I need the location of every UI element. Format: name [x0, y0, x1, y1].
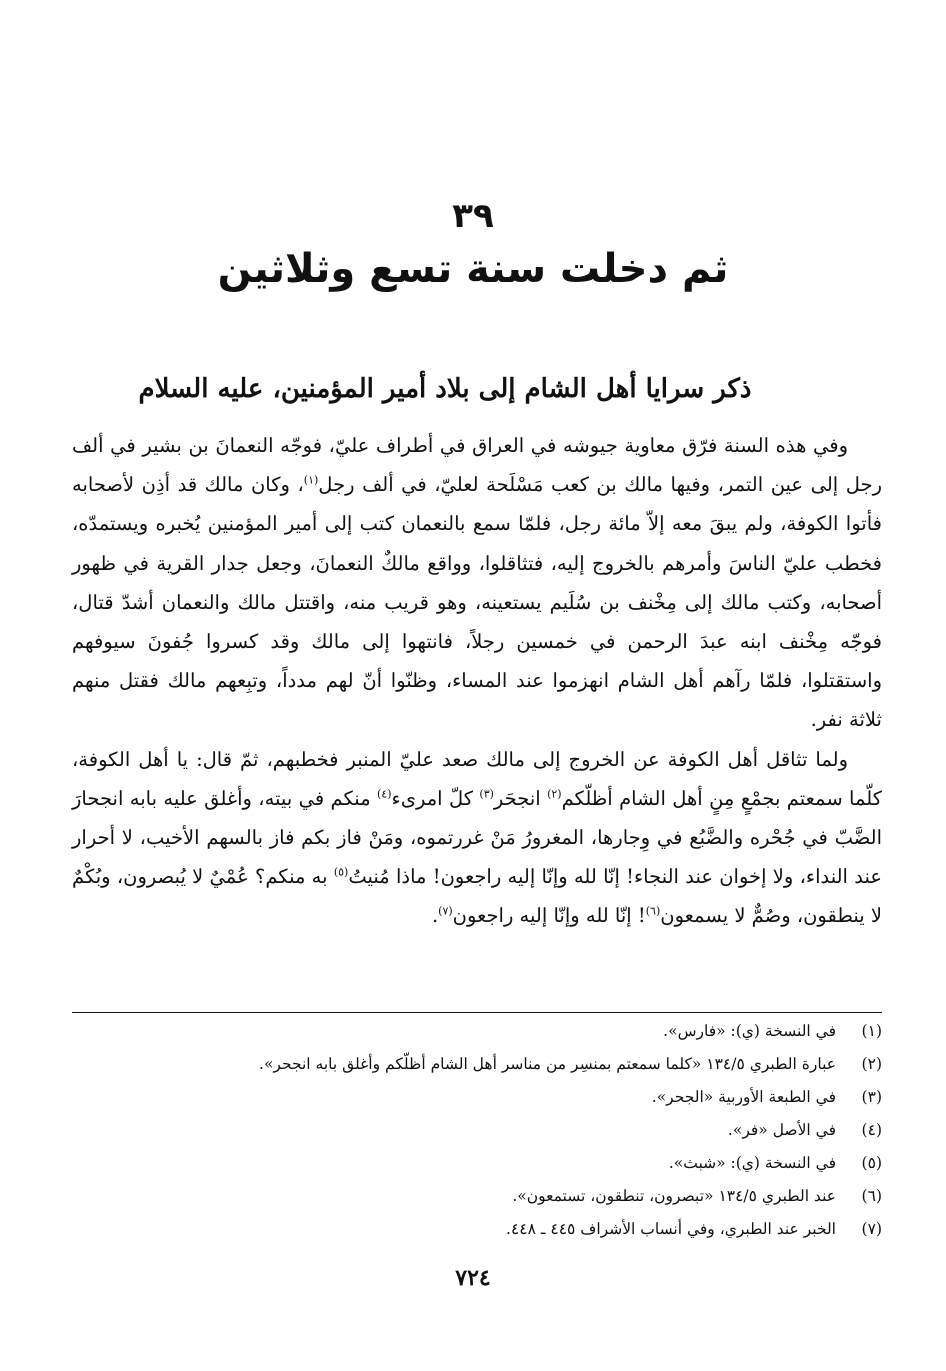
footnote-text: الخبر عند الطبري، وفي أنساب الأشراف ٤٤٥ ـ ٤٤٨.: [506, 1220, 836, 1238]
footnote-mark: (١): [861, 1022, 882, 1040]
footnote-ref[interactable]: (٦): [645, 904, 661, 918]
footnote-divider: [72, 1012, 882, 1013]
footnote-ref[interactable]: (٧): [438, 904, 453, 918]
footnote-item: [72, 1180, 882, 1213]
footnote-ref[interactable]: (١): [303, 473, 319, 487]
chapter-title: ثم دخلت سنة تسع وثلاثين: [217, 246, 729, 292]
footnote-mark: (٥): [861, 1154, 882, 1172]
footnote-text: في النسخة (ي): «شبث».: [668, 1154, 836, 1172]
footnote-ref[interactable]: (٣): [479, 787, 494, 801]
footnote-item: [72, 1114, 882, 1147]
footnote-mark: (٦): [861, 1187, 882, 1205]
footnote-item: [72, 1147, 882, 1180]
footnote-text: عند الطبري ١٣٤/٥ «تبصرون، تنطقون، تستمعون».: [512, 1187, 836, 1205]
footnote-item: [72, 1048, 882, 1081]
footnote-mark: (٢): [861, 1055, 882, 1073]
footnote-text: في الطبعة الأوربية «الجحر».: [651, 1088, 836, 1106]
footnote-text: عبارة الطبري ١٣٤/٥ «كلما سمعتم بمنسِر من مناسر أهل الشام أظلّكم وأغلق بابه انجحر».: [259, 1055, 836, 1073]
footnote-ref[interactable]: (٢): [547, 787, 562, 801]
footnote-ref[interactable]: (٥): [333, 865, 349, 879]
paragraph: ولما تثاقل أهل الكوفة عن الخروج إلى مالك صعد عليّ المنبر فخطبهم، ثمّ قال: يا أهل الكوفة، كلّما سمعتم بجمْعٍ مِنٍ أهل الشام أظلّكم$^{(٢)}$ انجحَر$^{(٣)}$ كلّ امرىء$^{(٤)}$ منكم في بيته، وأغلق عليه بابه انجحارَ الضَّبّ في جُحْره والضَّبُع في وِجارها، المغرورُ مَنْ غررتموه، ومَنْ فاز بكم فاز بالسهم الأخيب، لا أحرار عند النداء، ولا إخوان عند النجاء! إنّا لله وإنّا إليه راجعون! ماذا مُنيتُ$^{(٥)}$ به منكم؟ عُمْيٌ لا يُبصرون، وبُكْمٌ لا ينطقون، وصُمٌّ لا يسمعون$^{(٦)}$! إنّا لله وإنّا إليه راجعون$^{(٧)}$.: [72, 747, 882, 928]
chapter-number: ٣٩: [452, 196, 494, 236]
footnote-item: [72, 1015, 882, 1048]
footnote-mark: (٣): [861, 1088, 882, 1106]
footnote-item: [72, 1081, 882, 1114]
paragraph: وفي هذه السنة فرّق معاوية جيوشه في العراق في أطراف عليّ، فوجّه النعمانَ بن بشير في ألف رجل إلى عين التمر، وفيها مالك بن كعب مَسْلَحة لعليّ، في ألف رجل$^{(١)}$، وكان مالك قد أذِن لأصحابه فأتوا الكوفة، ولم يبقَ معه إلاّ مائة رجل، فلمّا سمع بالنعمان كتب إلى أمير المؤمنين يُخبره ويستمدّه، فخطب عليّ الناسَ وأمرهم بالخروج إليه، فتثاقلوا، وواقع مالكٌ النعمانَ، وجعل جدار القرية في ظهور أصحابه، وكتب مالك إلى مِخْنف بن سُلَيم يستعينه، وهو قريب منه، واقتتل مالك والنعمان أشدّ قتال، فوجّه مِخْنف ابنه عبدَ الرحمن في خمسين رجلاً، فانتهوا إلى مالك وقد كسروا جُفونَ سيوفهم واستقتلوا، فلمّا رآهم أهل الشام انهزموا عند المساء، وظنّوا أنّ لهم مدداً، وتبِعهم مالك فقتل منهم ثلاثة نفر.: [72, 434, 882, 732]
footnote-ref[interactable]: (٤): [377, 787, 392, 801]
page-number: ٧٢٤: [455, 1265, 491, 1291]
footnote-item: [72, 1213, 882, 1246]
section-heading: ذكر سرايا أهل الشام إلى بلاد أمير المؤمنين، عليه السلام: [138, 374, 752, 404]
footnote-text: في النسخة (ي): «فارس».: [663, 1022, 836, 1040]
footnote-mark: (٧): [861, 1220, 882, 1238]
footnote-mark: (٤): [861, 1121, 882, 1139]
footnote-text: في الأصل «فر».: [727, 1121, 836, 1139]
body-text: [72, 426, 882, 936]
footnotes-list: [72, 1015, 882, 1246]
